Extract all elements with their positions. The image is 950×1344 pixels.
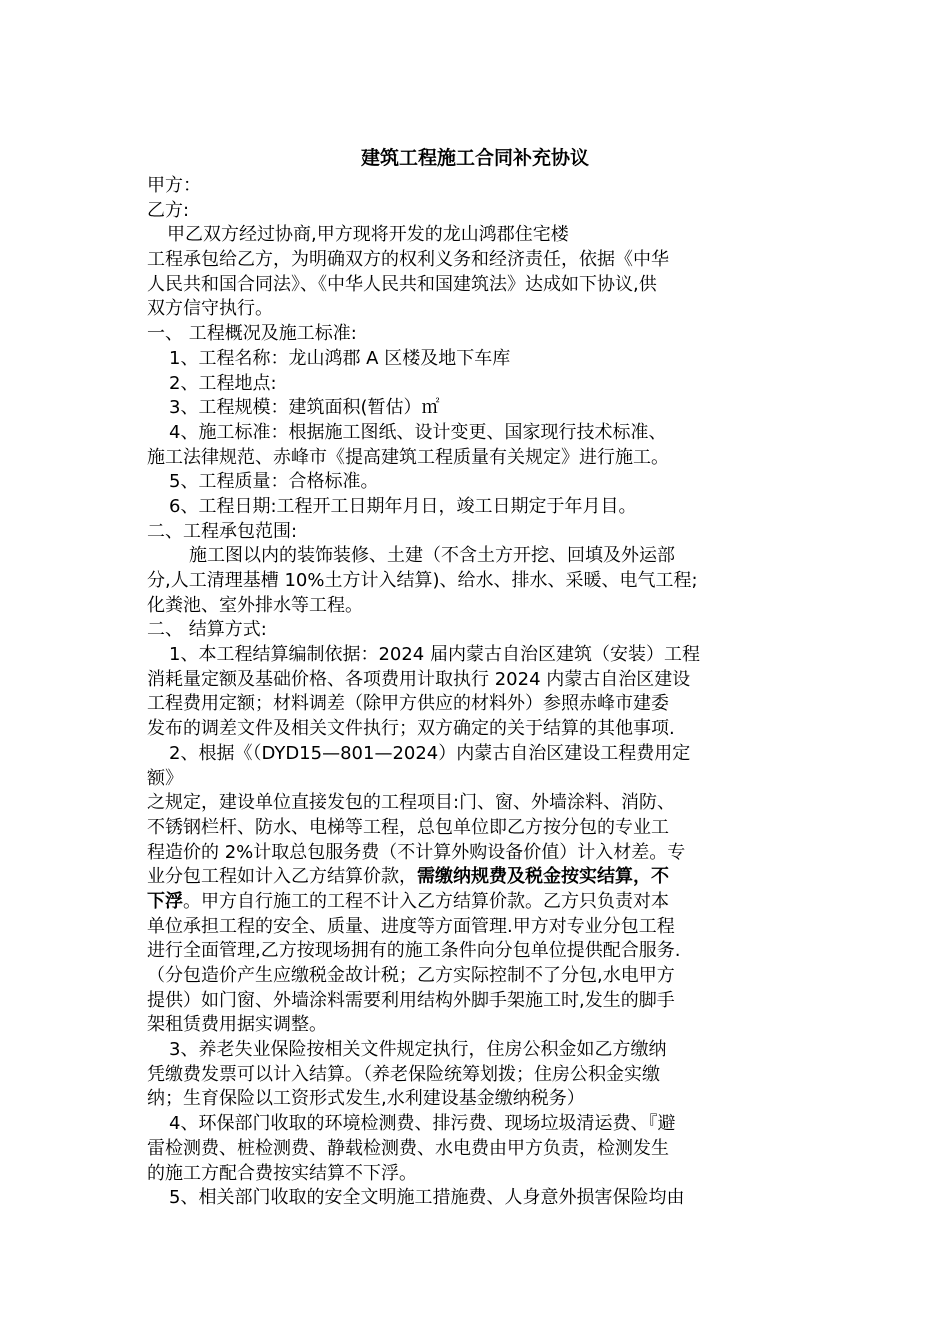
document-title: 建筑工程施工合同补充协议 (360, 147, 589, 169)
section-heading: 二、工程承包范围: (147, 520, 298, 542)
document-body (147, 174, 817, 1211)
clause-line: 6、工程日期:工程开工日期年月日，竣工日期定于年月目。 (169, 495, 637, 517)
clause-line: 1、工程名称：龙山鸿郡 A 区楼及地下车库 (169, 347, 511, 369)
emphasis-text: 需缴纳规费及税金按实结算，不 (417, 866, 669, 888)
scope-line: 化粪池、室外排水等工程。 (147, 594, 363, 616)
clause-line: 4、环保部门收取的环境检测费、排污费、现场垃圾清运费、『避 (169, 1113, 676, 1135)
scope-line: 分,人工清理基槽 10%土方计入结算)、给水、排水、采暖、电气工程; (147, 570, 698, 591)
clause-line: 4、施工标准：根据施工图纸、设计变更、国家现行技术标准、 (169, 421, 667, 443)
intro-line: 甲乙双方经过协商,甲方现将开发的龙山鸿郡住宅楼 (167, 224, 569, 246)
clause-line: 雷检测费、桩检测费、静载检测费、水电费由甲方负责，检测发生 (147, 1137, 669, 1159)
clause-line: 提供）如门窗、外墙涂料需要利用结构外脚手架施工时,发生的脚手 (147, 989, 675, 1011)
intro-line: 人民共和国合同法》、《中华人民共和国建筑法》达成如下协议,供 (147, 273, 657, 295)
clause-line: 工程费用定额；材料调差（除甲方供应的材料外）参照赤峰市建委 (147, 693, 669, 715)
scope-line: 施工图以内的装饰装修、土建（不含土方开挖、回填及外运部 (189, 545, 675, 567)
clause-line: 纳；生育保险以工资形式发生,水利建设基金缴纳税务） (147, 1088, 585, 1110)
clause-line: 施工法律规范、赤峰市《提高建筑工程质量有关规定》进行施工。 (147, 446, 669, 468)
clause-line: 程造价的 2%计取总包服务费（不计算外购设备价值）计入材差。专 (147, 841, 686, 863)
clause-line: 进行全面管理,乙方按现场拥有的施工条件向分包单位提供配合服务. (147, 940, 681, 962)
clause-line: 3、养老失业保险按相关文件规定执行，住房公积金如乙方缴纳 (169, 1039, 667, 1061)
clause-line: 发布的调差文件及相关文件执行；双方确定的关于结算的其他事项. (147, 718, 675, 740)
clause-line: 单位承担工程的安全、质量、进度等方面管理.甲方对专业分包工程 (147, 915, 675, 937)
clause-line (147, 865, 817, 890)
clause-line: 2、根据《（DYD15—801—2024）内蒙古自治区建设工程费用定 (169, 742, 691, 764)
clause-line (147, 890, 817, 915)
section-heading: 一、 工程概况及施工标准: (147, 323, 357, 345)
clause-line: 消耗量定额及基础价格、各项费用计取执行 2024 内蒙古自治区建设 (147, 668, 691, 690)
clause-text: 业分包工程如计入乙方结算价款， (147, 866, 417, 888)
clause-line: 不锈钢栏杆、防水、电梯等工程，总包单位即乙方按分包的专业工 (147, 816, 669, 838)
party-b-line: 乙方: (147, 199, 190, 221)
party-a-line: 甲方： (147, 175, 201, 196)
clause-text: 。甲方自行施工的工程不计入乙方结算价款。乙方只负责对本 (183, 890, 669, 912)
clause-line: 的施工方配合费按实结算不下浮。 (147, 1162, 417, 1184)
clause-line: 额》 (147, 767, 183, 789)
section-heading: 二、 结算方式: (147, 619, 267, 641)
clause-line: 5、工程质量：合格标准。 (169, 471, 379, 493)
clause-line: 架租赁费用据实调整。 (147, 1014, 327, 1036)
intro-line: 双方信守执行。 (147, 298, 273, 320)
clause-line: 3、工程规模：建筑面积(暂估）㎡ (169, 397, 440, 419)
clause-line: 凭缴费发票可以计入结算。（养老保险统筹划拨；住房公积金实缴 (147, 1063, 660, 1085)
clause-line: 1、本工程结算编制依据：2024 届内蒙古自治区建筑（安装）工程 (169, 644, 700, 666)
clause-line: 之规定，建设单位直接发包的工程项目:门、窗、外墙涂料、消防、 (147, 792, 676, 814)
clause-line: 5、相关部门收取的安全文明施工措施费、人身意外损害保险均由 (169, 1187, 685, 1209)
clause-line: （分包造价产生应缴税金故计税；乙方实际控制不了分包,水电甲方 (147, 965, 675, 986)
intro-line: 工程承包给乙方，为明确双方的权利义务和经济责任，依据《中华 (147, 249, 669, 271)
emphasis-text: 下浮 (147, 890, 183, 912)
clause-line: 2、工程地点: (169, 372, 277, 394)
